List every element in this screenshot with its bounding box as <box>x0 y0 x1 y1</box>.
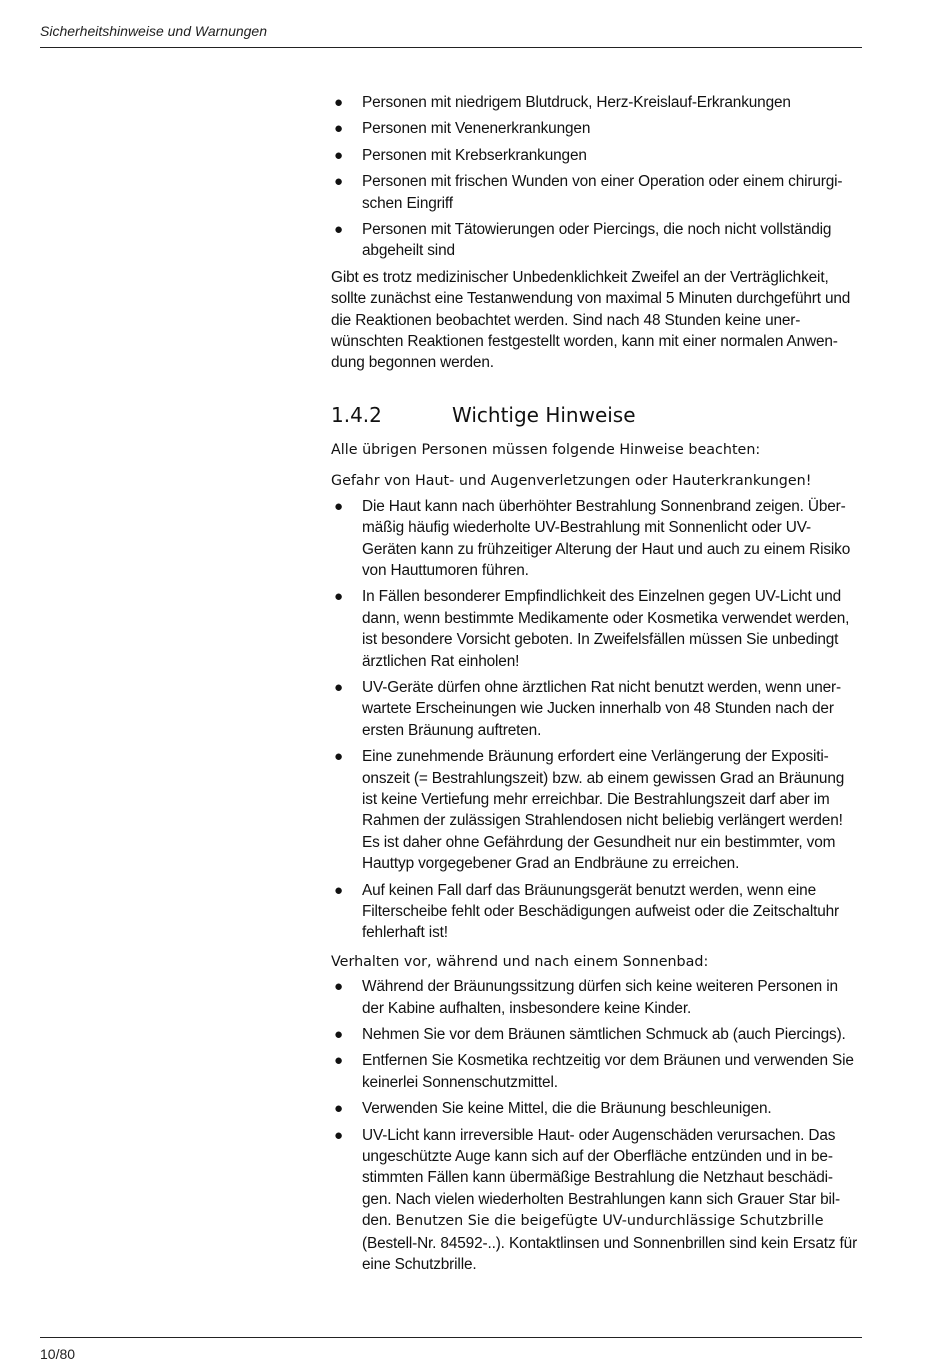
bullet-icon: ● <box>334 1052 343 1070</box>
page-content <box>331 92 861 1281</box>
list-item: ● Personen mit Krebserkrankungen <box>331 145 861 166</box>
bullet-icon: ● <box>334 588 343 606</box>
section-intro: Alle übrigen Personen müssen folgende Hinweise beachten: <box>331 441 761 458</box>
protective-goggles-note: Benutzen Sie die beigefügte UV-undurchlässige Schutzbrille <box>395 1213 824 1230</box>
section-title: Wichtige Hinweise <box>452 402 636 427</box>
bullet-icon: ● <box>334 1100 343 1118</box>
behavior-subheading: Verhalten vor, während und nach einem Sonnenbad: <box>331 953 709 970</box>
page-number: 10/80 <box>40 1346 76 1362</box>
list-item: ● Auf keinen Fall darf das Bräunungsgerät benutzt werden, wenn eine Filterscheibe fehlt oder Beschädigungen aufweist oder die Zeitschaltuhr fehlerhaft ist! <box>334 881 840 942</box>
list-item: ● Während der Bräunungssitzung dürfen sich keine weiteren Personen in der Kabine aufhalten, insbesondere keine Kinder. <box>334 978 838 1017</box>
bullet-icon: ● <box>334 94 343 111</box>
bullet-icon: ● <box>334 173 343 191</box>
footer-divider <box>40 1337 862 1338</box>
bullet-icon: ● <box>334 120 343 138</box>
hazard-list <box>331 496 861 944</box>
risk-persons-list <box>331 92 861 262</box>
bullet-icon: ● <box>334 881 343 899</box>
list-item: ● Nehmen Sie vor dem Bräunen sämtlichen Schmuck ab (auch Piercings). <box>331 1024 861 1045</box>
list-item: ● Personen mit Tätowierungen oder Piercings, die noch nicht vollständig abgeheilt sind <box>334 221 832 260</box>
test-application-paragraph: Gibt es trotz medizinischer Unbedenklichkeit Zweifel an der Verträglichkeit, sollte zunächst eine Testanwendung von maximal 5 Minuten durchgeführt und die Reaktionen beobachtet werden. Sind nach 48 Stunden keine uner-wünschten Reaktionen festgestellt worden, kann mit einer normalen Anwen-dung begonnen werden. <box>331 268 851 372</box>
bullet-icon: ● <box>334 221 343 239</box>
bullet-icon: ● <box>334 1126 343 1144</box>
list-item: ● Personen mit niedrigem Blutdruck, Herz-Kreislauf-Erkrankungen <box>331 92 861 113</box>
bullet-icon: ● <box>334 146 343 164</box>
list-item: ● Entfernen Sie Kosmetika rechtzeitig vor dem Bräunen und verwenden Sie keinerlei Sonnenschutzmittel. <box>334 1052 854 1091</box>
page-header-title: Sicherheitshinweise und Warnungen <box>40 23 267 39</box>
list-item: ● In Fällen besonderer Empfindlichkeit des Einzelnen gegen UV-Licht und dann, wenn bestimmte Medikamente oder Kosmetika verwendet werden, ist besondere Vorsicht geboten. In Zweifelsfällen müssen Sie unbedingt ärztlichen Rat einholen! <box>334 588 850 670</box>
list-item: ● Eine zunehmende Bräunung erfordert eine Verlängerung der Expositi-onszeit (= Bestrahlungszeit) bzw. ab einem gewissen Grad an Bräunung ist keine Vertiefung mehr erreichbar. Die Bestrahlungszeit darf aber im Rahmen der zulässigen Strahlendosen nicht beliebig verlängert werden! Es ist daher ohne Gefährdung der Gesundheit nur ein bestimmter, vom Hauttyp vorgegebener Grad an Endbräune zu erreichen. <box>334 748 845 873</box>
section-number: 1.4.2 <box>331 402 382 427</box>
list-item <box>331 1125 861 1276</box>
uv-warning-item: UV-Licht kann irreversible Haut- oder Augenschäden verursachen. Das ungeschützte Auge kann sich auf der Oberfläche entzünden und in be-stimmten Fällen kann übermäßige Bestrahlung die Netzhaut beschädi-gen. Nach vielen wiederholten Bestrahlungen kann sich Grauer Star bil-den. Benutzen Sie die beigefügte UV-undurchlässige Schutzbrille (Bestell-Nr. 84592-..). Kontaktlinsen und Sonnenbrillen sind kein Ersatz für eine Schutzbrille. <box>362 1126 858 1274</box>
behavior-list <box>331 976 861 1275</box>
section-heading <box>331 402 861 428</box>
bullet-icon: ● <box>334 748 343 766</box>
header-divider <box>40 47 862 48</box>
list-item: ● Personen mit frischen Wunden von einer Operation oder einem chirurgi-schen Eingriff <box>334 173 843 212</box>
bullet-icon: ● <box>334 497 343 515</box>
bullet-icon: ● <box>334 678 343 696</box>
hazard-subheading: Gefahr von Haut- und Augenverletzungen oder Hauterkrankungen! <box>331 473 812 490</box>
list-item: ● Personen mit Venenerkrankungen <box>331 118 861 139</box>
bullet-icon: ● <box>334 1026 343 1044</box>
bullet-icon: ● <box>334 978 343 996</box>
list-item: ● UV-Geräte dürfen ohne ärztlichen Rat nicht benutzt werden, wenn uner-wartete Erscheinungen wie Jucken innerhalb von 48 Stunden nach der ersten Bräunung auftreten. <box>334 678 842 739</box>
list-item: ● Verwenden Sie keine Mittel, die die Bräunung beschleunigen. <box>331 1098 861 1119</box>
list-item: ● Die Haut kann nach überhöhter Bestrahlung Sonnenbrand zeigen. Über-mäßig häufig wiederholte UV-Bestrahlung mit Sonnenlicht oder UV-Geräten kann zu frühzeitiger Alterung der Haut und auch zu einem Risiko von Hauttumoren führen. <box>334 497 851 579</box>
